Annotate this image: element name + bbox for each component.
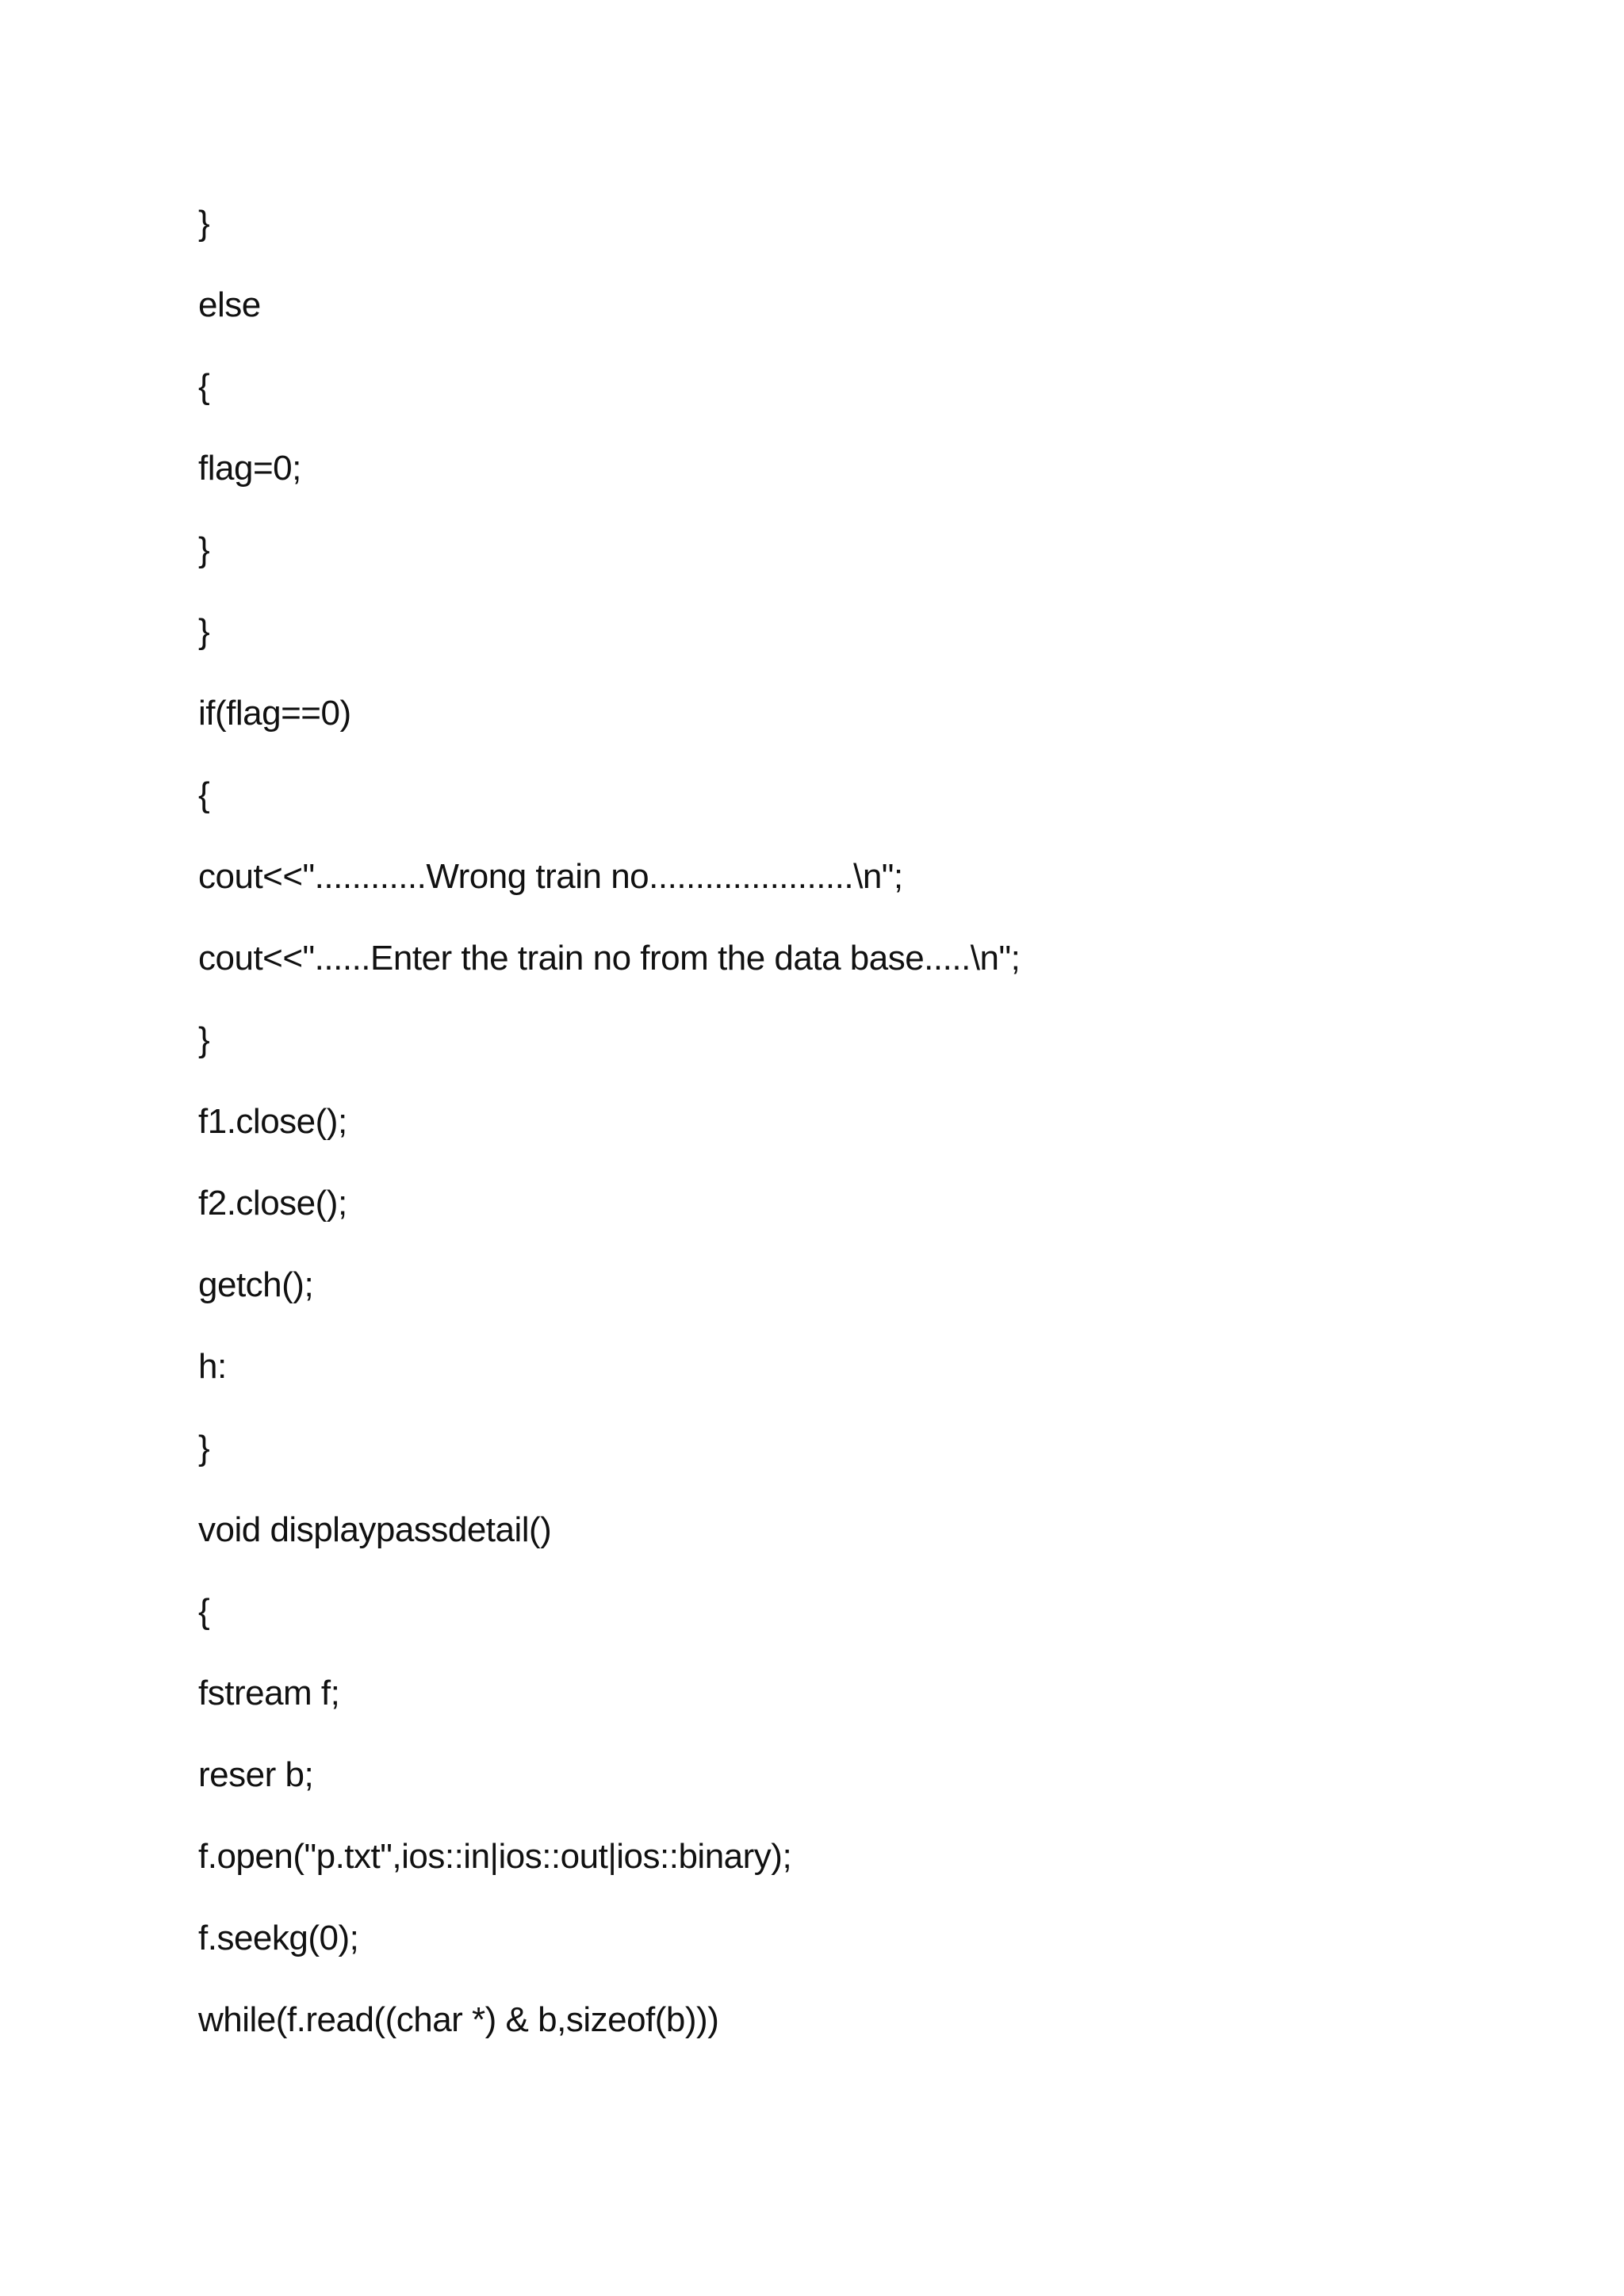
code-line: flag=0;	[198, 449, 301, 488]
code-line: void displaypassdetail()	[198, 1510, 552, 1549]
code-listing	[198, 182, 1546, 2061]
code-line: fstream f;	[198, 1674, 340, 1712]
code-line: }	[198, 204, 210, 243]
code-line: {	[198, 367, 210, 406]
code-line: f1.close();	[198, 1102, 347, 1141]
code-line: cout<<"......Enter the train no from the data base.....\n";	[198, 939, 1021, 978]
code-line: cout<<"............Wrong train no......................\n";	[198, 857, 903, 896]
code-line: }	[198, 612, 210, 651]
code-line: }	[198, 1429, 210, 1468]
code-line: {	[198, 775, 210, 814]
code-line: }	[198, 530, 210, 569]
code-line: if(flag==0)	[198, 694, 351, 733]
code-line: f2.close();	[198, 1184, 347, 1223]
code-line: {	[198, 1592, 210, 1631]
code-line: while(f.read((char *) & b,sizeof(b)))	[198, 2000, 719, 2039]
code-line: h:	[198, 1347, 227, 1386]
code-line: getch();	[198, 1265, 314, 1304]
code-line: reser b;	[198, 1755, 314, 1794]
code-line: }	[198, 1020, 210, 1059]
code-line: else	[198, 285, 261, 324]
code-line: f.seekg(0);	[198, 1919, 359, 1957]
code-line: f.open("p.txt",ios::in|ios::out|ios::binary);	[198, 1837, 792, 1876]
